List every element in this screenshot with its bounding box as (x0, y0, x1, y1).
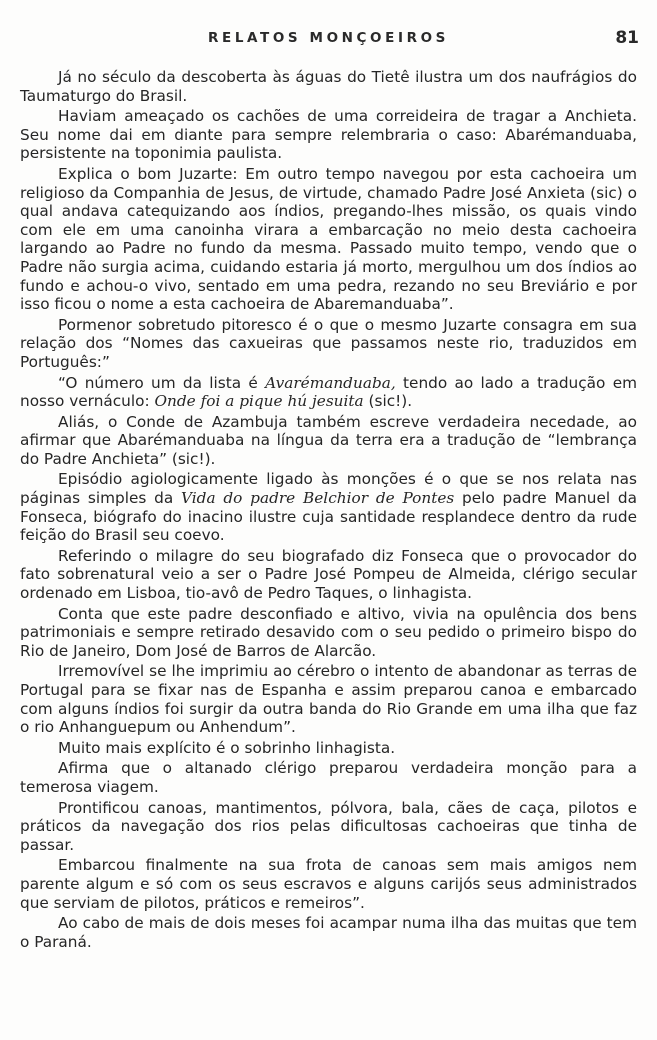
paragraph: Irremovível se lhe imprimiu ao cérebro o intento de abandonar as terras de Portugal para se fixar nas de Espanha e assim preparou canoa e embarcado com alguns índios foi surgir da outra banda do Rio Grande em uma ilha que faz o rio Anhanguepum ou Anhendum”. (20, 662, 637, 737)
page-header (0, 28, 657, 54)
body-text (20, 68, 637, 953)
paragraph: Afirma que o altanado clérigo preparou verdadeira monção para a temerosa viagem. (20, 759, 637, 796)
paragraph: Conta que este padre desconfiado e altivo, vivia na opulência dos bens patrimoniais e sempre retirado desavido com o seu pedido o primeiro bispo do Rio de Janeiro, Dom José de Barros de Alarcão. (20, 604, 637, 660)
text-run: tendo ao lado a tradução em nosso vernáculo: (20, 373, 638, 411)
text-run: Episódio agiologicamente ligado às monções é o que se nos relata nas páginas simples da (20, 470, 637, 508)
paragraph: Já no século da descoberta às águas do Tietê ilustra um dos naufrágios do Taumaturgo do Brasil. (20, 68, 637, 105)
paragraph: Ao cabo de mais de dois meses foi acampar numa ilha das muitas que tem o Paraná. (20, 914, 637, 951)
paragraph: Haviam ameaçado os cachões de uma correideira de tragar a Anchieta. Seu nome dai em diante para sempre relembraria o caso: Abarémanduaba, persistente na toponimia paulista. (20, 107, 637, 163)
paragraph: Prontificou canoas, mantimentos, pólvora, bala, cães de caça, pilotos e práticos da navegação dos rios pelas dificultosas cachoeiras que tinha de passar. (20, 798, 637, 854)
italic-term: Avarémanduaba, (265, 373, 396, 392)
running-head: RELATOS MONÇOEIROS (208, 30, 449, 46)
paragraph: Muito mais explícito é o sobrinho linhagista. (58, 738, 396, 757)
text-run: “O número um da lista é (58, 373, 266, 392)
paragraph: Aliás, o Conde de Azambuja também escreve verdadeira necedade, ao afirmar que Abarémanduaba na língua da terra era a tradução de “lembrança do Padre Anchieta” (sic!). (20, 412, 637, 468)
paragraph (20, 470, 637, 544)
page-number: 81 (615, 28, 639, 48)
text-run: pelo padre Manuel da Fonseca, biógrafo do inacino ilustre cuja santidade resplandece dentro da rude feição do Brasil seu coevo. (20, 489, 637, 545)
paragraph: Pormenor sobretudo pitoresco é o que o mesmo Juzarte consagra em sua relação dos “Nomes das caxueiras que passamos neste rio, traduzidos em Português:” (20, 315, 637, 371)
text-run: (sic!). (363, 392, 413, 411)
italic-book-title: Vida do padre Belchior de Pontes (181, 489, 455, 508)
paragraph: Explica o bom Juzarte: Em outro tempo navegou por esta cachoeira um religioso da Companhia de Jesus, de virtude, chamado Padre José Anxieta (sic) o qual andava catequizando aos índios, pregando-lhes missão, os quais vindo com ele em uma canoinha virara a embarcação no meio desta cachoeira largando ao Padre no fundo da mesma. Passado muito tempo, vendo que o Padre não surgia acima, cuidando estaria já morto, mergulhou um dos índios ao fundo e achou-o vivo, sentado em uma pedra, rezando no seu Breviário e por isso ficou o nome a esta cachoeira de Abaremanduaba”. (20, 164, 637, 314)
paragraph: Referindo o milagre do seu biografado diz Fonseca que o provocador do fato sobrenatural veio a ser o Padre José Pompeu de Almeida, clérigo secular ordenado em Lisboa, tio-avô de Pedro Taques, o linhagista. (20, 546, 637, 603)
paragraph: Embarcou finalmente na sua frota de canoas sem mais amigos nem parente algum e só com os seus escravos e alguns carijós seus administrados que serviam de pilotos, práticos e remeiros”. (20, 856, 637, 912)
italic-translation: Onde foi a pique hú jesuita (154, 392, 364, 411)
paragraph (20, 374, 637, 411)
